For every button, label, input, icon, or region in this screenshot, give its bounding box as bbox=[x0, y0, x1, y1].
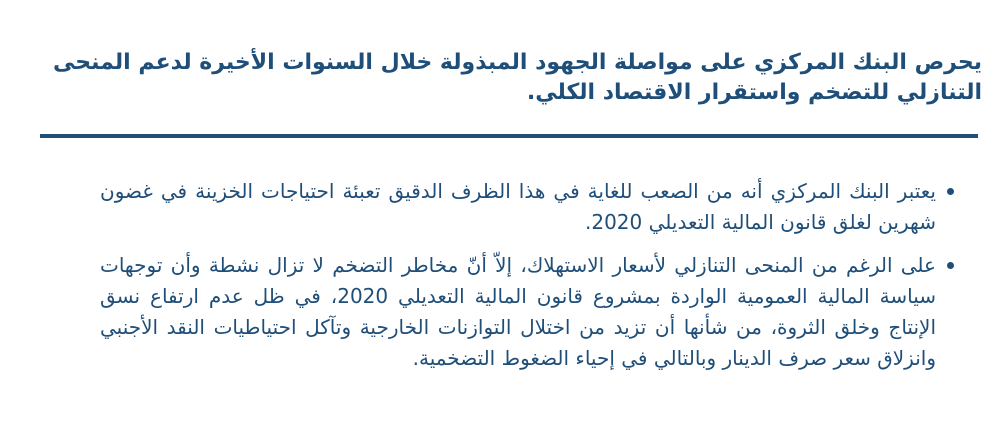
title-divider bbox=[40, 134, 978, 138]
slide-title: يحرص البنك المركزي على مواصلة الجهود المبذولة خلال السنوات الأخيرة لدعم المنحى التنازلي للتضخم واستقرار الاقتصاد الكلي. bbox=[53, 50, 982, 105]
bullet-dot-icon bbox=[947, 188, 954, 195]
bullet-item bbox=[100, 176, 958, 238]
bullet-item bbox=[100, 250, 958, 374]
bullet-list bbox=[100, 176, 958, 386]
bullet-text: يعتبر البنك المركزي أنه من الصعب للغاية في هذا الظرف الدقيق تعبئة احتياجات الخزينة في غضون شهرين لغلق قانون المالية التعديلي 2020. bbox=[100, 179, 936, 234]
bullet-text: على الرغم من المنحى التنازلي لأسعار الاستهلاك، إلاّ أنّ مخاطر التضخم لا تزال نشطة وأن توجهات سياسة المالية العمومية الواردة بمشروع قانون المالية التعديلي 2020، في ظل عدم ارتفاع نسق الإنتاج وخلق الثروة، من شأنها أن تزيد من اختلال التوازنات الخارجية وتآكل احتياطيات النقد الأجنبي وانزلاق سعر صرف الدينار وبالتالي في إحياء الضغوط التضخمية. bbox=[100, 253, 936, 370]
bullet-dot-icon bbox=[947, 262, 954, 269]
